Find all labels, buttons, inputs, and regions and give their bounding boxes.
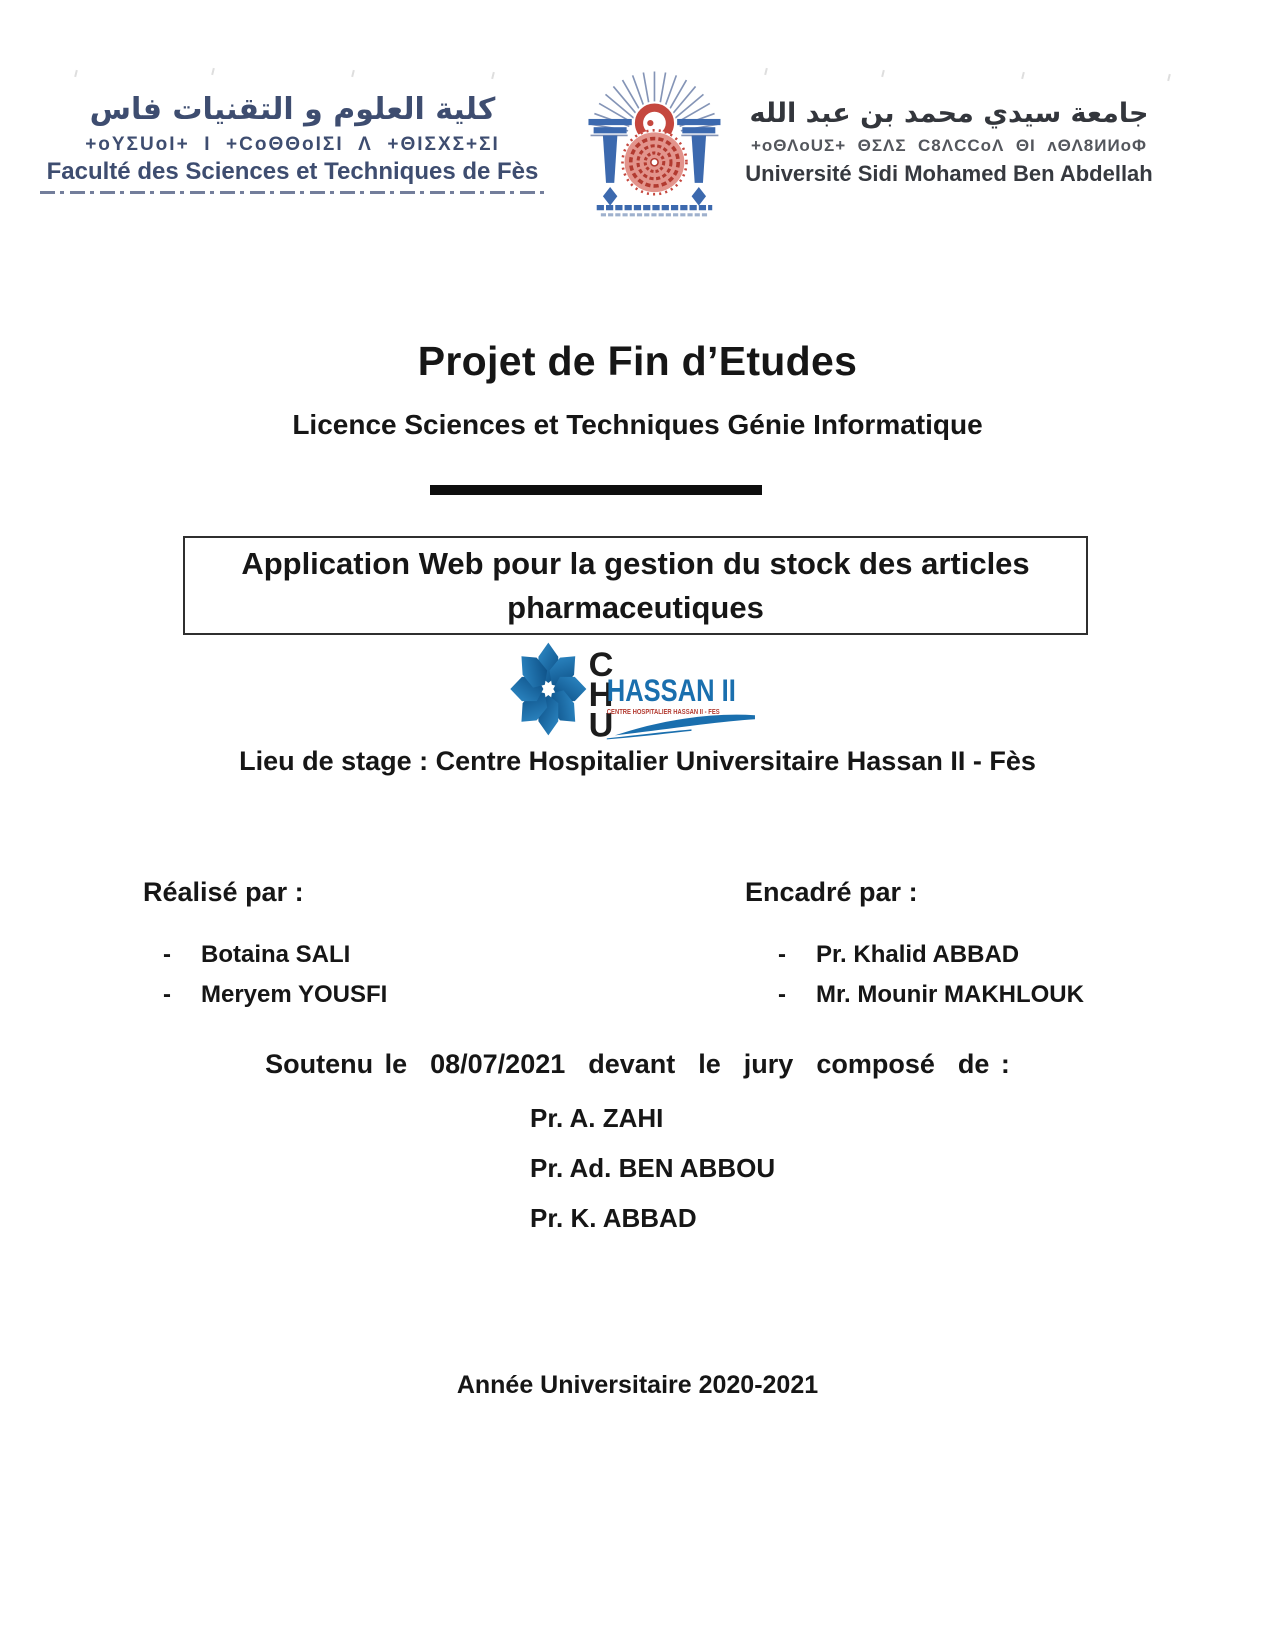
scan-artifact <box>1021 72 1025 79</box>
supervisor-name: Mr. Mounir MAKHLOUK <box>816 981 1084 1008</box>
list-item <box>778 981 1084 1021</box>
chu-letter-h: H <box>588 676 614 715</box>
faculty-name-arabic: كلية العلوم و التقنيات فاس <box>89 92 496 127</box>
university-name-arabic: جامعة سيدي محمد بن عبد الله <box>749 98 1149 129</box>
bullet-dash: - <box>778 981 786 1008</box>
project-title-box <box>183 536 1088 635</box>
page-title: Projet de Fin d’Etudes <box>417 338 858 384</box>
supervised-by-label: Encadré par : <box>745 877 918 907</box>
jury-member: Pr. A. ZAHI <box>530 1103 664 1133</box>
university-name-french: Université Sidi Mohamed Ben Abdellah <box>745 161 1153 186</box>
faculty-dashed-rule <box>40 191 545 194</box>
scan-artifact <box>491 72 495 79</box>
scan-artifact <box>881 70 885 77</box>
list-item <box>163 981 387 1021</box>
project-title-line2: pharmaceutiques <box>507 589 764 625</box>
faculty-name-french: Faculté des Sciences et Techniques de Fès <box>46 158 539 185</box>
student-name: Botaina SALI <box>201 941 351 968</box>
chu-hassan-ii-logo <box>506 638 758 740</box>
project-title-line1: Application Web pour la gestion du stock des articles <box>241 545 1030 581</box>
jury-list <box>530 1104 775 1233</box>
emblem-calligraphy <box>623 101 687 194</box>
university-header-block <box>733 98 1165 187</box>
divider-bar <box>430 485 762 495</box>
scan-artifact <box>211 68 215 75</box>
internship-location: Lieu de stage : Centre Hospitalier Universitaire Hassan II - Fès <box>239 746 1036 776</box>
supervised-by-list <box>778 941 1084 1021</box>
realized-by-list <box>163 941 387 1021</box>
chu-caption-text: CENTRE HOSPITALIER HASSAN II - FES <box>606 707 720 717</box>
academic-year: Année Universitaire 2020-2021 <box>456 1371 819 1399</box>
list-item <box>163 941 387 981</box>
university-name-tifinagh: +oΘΛoUΣ+ ΘΣΛΣ C8ΛCCoΛ ΘI ʌΘΛ8ИИoΦ <box>750 136 1148 155</box>
bullet-dash: - <box>163 981 171 1008</box>
chu-rosette-icon <box>510 643 586 736</box>
jury-member: Pr. Ad. BEN ABBOU <box>530 1153 776 1183</box>
student-name: Meryem YOUSFI <box>201 981 388 1008</box>
chu-letter-c: C <box>588 645 614 684</box>
degree-subtitle: Licence Sciences et Techniques Génie Informatique <box>292 409 983 440</box>
chu-swoosh-icon <box>607 715 755 740</box>
scan-artifact <box>351 70 355 77</box>
bullet-dash: - <box>163 941 171 968</box>
chu-name-text: HASSAN II <box>606 673 736 709</box>
scan-artifact <box>1167 74 1171 81</box>
bullet-dash: - <box>778 941 786 968</box>
defense-statement: Soutenu le 08/07/2021 devant le jury composé de : <box>265 1049 1010 1079</box>
chu-letter-u: U <box>588 706 614 740</box>
jury-member: Pr. K. ABBAD <box>530 1203 697 1233</box>
scan-artifact <box>74 70 78 77</box>
emblem-base-text <box>597 208 713 215</box>
realized-by-label: Réalisé par : <box>143 877 304 907</box>
faculty-header-block <box>40 92 545 194</box>
list-item <box>778 941 1084 981</box>
faculty-name-tifinagh: +oYΣUoI+ I +CoΘΘoIΣI Λ +ΘIΣXΣ+ΣI <box>85 134 500 155</box>
university-emblem-logo <box>578 55 733 220</box>
supervisor-name: Pr. Khalid ABBAD <box>816 941 1020 968</box>
scan-artifact <box>764 68 768 75</box>
